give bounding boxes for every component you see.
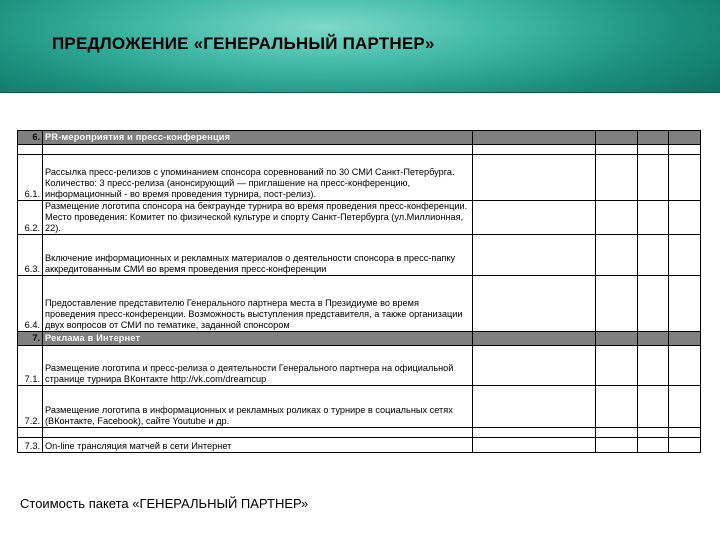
cell: [638, 332, 669, 346]
table-row: [18, 235, 701, 276]
table-row: [18, 201, 701, 235]
cell: [473, 332, 596, 346]
cell: [596, 332, 638, 346]
item-number: 7.2.: [18, 386, 43, 428]
section-number: 7.: [18, 332, 43, 346]
package-cost-label: Стоимость пакета «ГЕНЕРАЛЬНЫЙ ПАРТНЕР»: [20, 496, 309, 511]
header-banner: [0, 0, 720, 93]
spacer-row: [18, 145, 701, 155]
table-row: [18, 386, 701, 428]
item-text: Размещение логотипа в информационных и рекламных роликах о турнире в социальных сетях (ВКонтакте, Facebook), сайте Youtube и др.: [43, 386, 473, 428]
page-title: ПРЕДЛОЖЕНИЕ «ГЕНЕРАЛЬНЫЙ ПАРТНЕР»: [52, 34, 435, 53]
item-text: On-line трансляция матчей в сети Интернет: [43, 438, 473, 453]
proposal-table: [17, 130, 701, 453]
table-row: [18, 155, 701, 201]
section-row-7: [18, 332, 701, 346]
section-number: 6.: [18, 131, 43, 145]
section-row-6: [18, 131, 701, 145]
item-number: 7.3.: [18, 438, 43, 453]
item-text: Предоставление представителю Генерального партнера места в Президиуме во время проведения пресс-конференции. Возможность выступления представителя, а также организации двух вопросов от СМИ по тематике, заданной спонсором: [43, 276, 473, 332]
item-number: 6.3.: [18, 235, 43, 276]
item-text: Рассылка пресс-релизов с упоминанием спонсора соревнований по 30 СМИ Санкт-Петербурга. Количество: 3 пресс-релиза (анонсирующий — приглашение на пресс-конференцию, информационный - во время проведения турнира, пост-релиз).: [43, 155, 473, 201]
item-number: 6.4.: [18, 276, 43, 332]
item-text: Размещение логотипа спонсора на бекграунде турнира во время проведения пресс-конференции. Место проведения: Комитет по физической культуре и спорту Санкт-Петербурга (ул.Миллионная, 22).: [43, 201, 473, 235]
table-row: [18, 438, 701, 453]
item-text: Включение информационных и рекламных материалов о деятельности спонсора в пресс-папку аккредитованным СМИ во время проведения пресс-конференции: [43, 235, 473, 276]
spacer-row: [18, 428, 701, 438]
cell: [638, 131, 669, 145]
section-title: Реклама в Интернет: [43, 332, 473, 346]
item-number: 6.2.: [18, 201, 43, 235]
cell: [596, 131, 638, 145]
table-row: [18, 276, 701, 332]
cell: [669, 332, 701, 346]
item-number: 6.1.: [18, 155, 43, 201]
item-number: 7.1.: [18, 346, 43, 386]
section-title: PR-мероприятия и пресс-конференция: [43, 131, 473, 145]
table-row: [18, 346, 701, 386]
item-text: Размещение логотипа и пресс-релиза о деятельности Генерального партнера на официальной странице турнира ВКонтакте http://vk.com/dreamcup: [43, 346, 473, 386]
cell: [473, 131, 596, 145]
cell: [669, 131, 701, 145]
